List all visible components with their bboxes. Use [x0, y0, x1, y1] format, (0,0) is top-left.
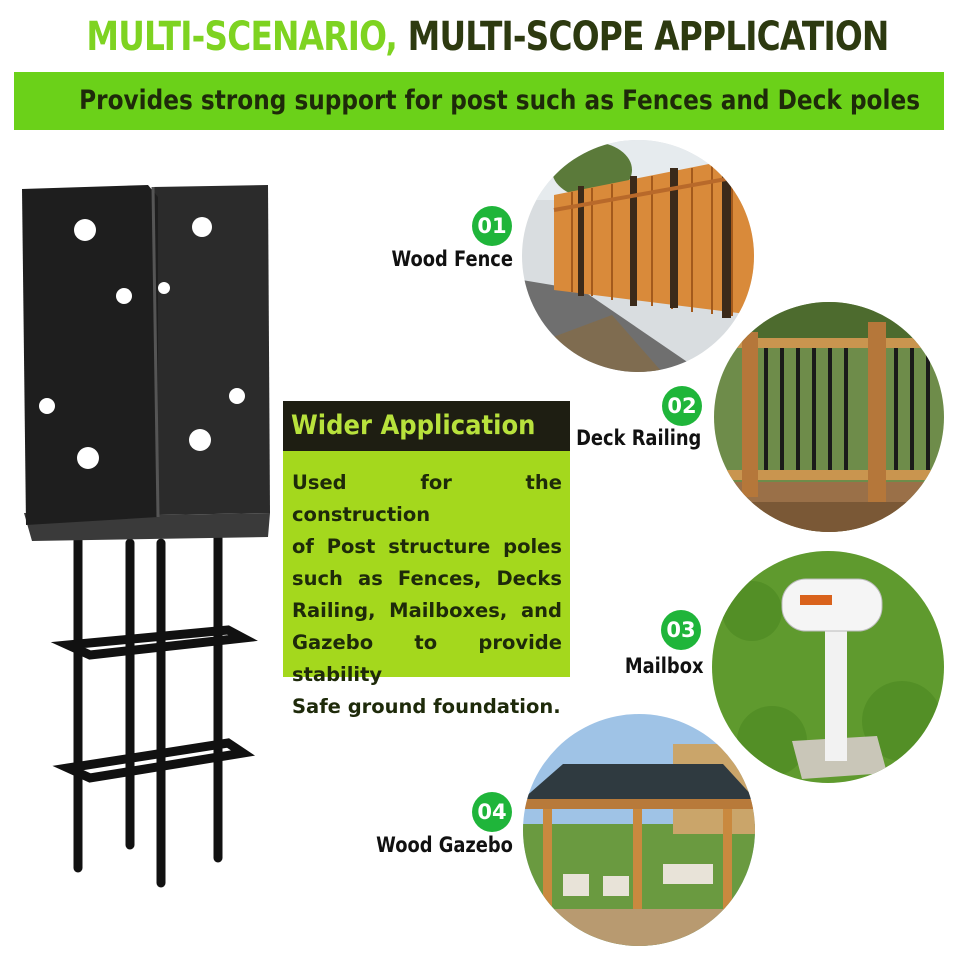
panel-line: Gazebo to provide stability	[292, 631, 562, 686]
label-deck-railing: Deck Railing	[575, 426, 701, 450]
panel-line: such as Fences, Decks	[292, 567, 562, 590]
wood-fence-photo	[522, 140, 754, 372]
label-mailbox: Mailbox	[624, 654, 703, 678]
panel-line: Railing, Mailboxes, and	[292, 599, 562, 622]
subtitle-text: Provides strong support for post such as Fences and Deck poles	[79, 85, 921, 116]
title-part-1: MULTI-SCENARIO,	[86, 14, 408, 60]
label-wood-fence: Wood Fence	[391, 247, 513, 271]
page-title	[86, 14, 889, 60]
label-wood-gazebo: Wood Gazebo	[376, 833, 513, 857]
panel-body	[283, 451, 570, 723]
panel-line: of Post structure poles	[292, 535, 562, 558]
panel-line: Used for the construction	[292, 471, 562, 526]
badge-01: 01	[472, 206, 512, 246]
wood-gazebo-photo	[523, 714, 755, 946]
panel-heading: Wider Application	[283, 401, 570, 451]
badge-03: 03	[661, 610, 701, 650]
badge-04: 04	[472, 792, 512, 832]
panel-line: Safe ground foundation.	[292, 695, 561, 718]
post-anchor-product-image	[18, 183, 278, 898]
mailbox-photo	[712, 551, 944, 783]
deck-railing-photo	[714, 302, 944, 532]
wider-application-panel	[283, 401, 570, 718]
title-part-2: MULTI-SCOPE APPLICATION	[407, 14, 889, 60]
badge-02: 02	[662, 386, 702, 426]
subtitle-banner	[14, 72, 944, 130]
